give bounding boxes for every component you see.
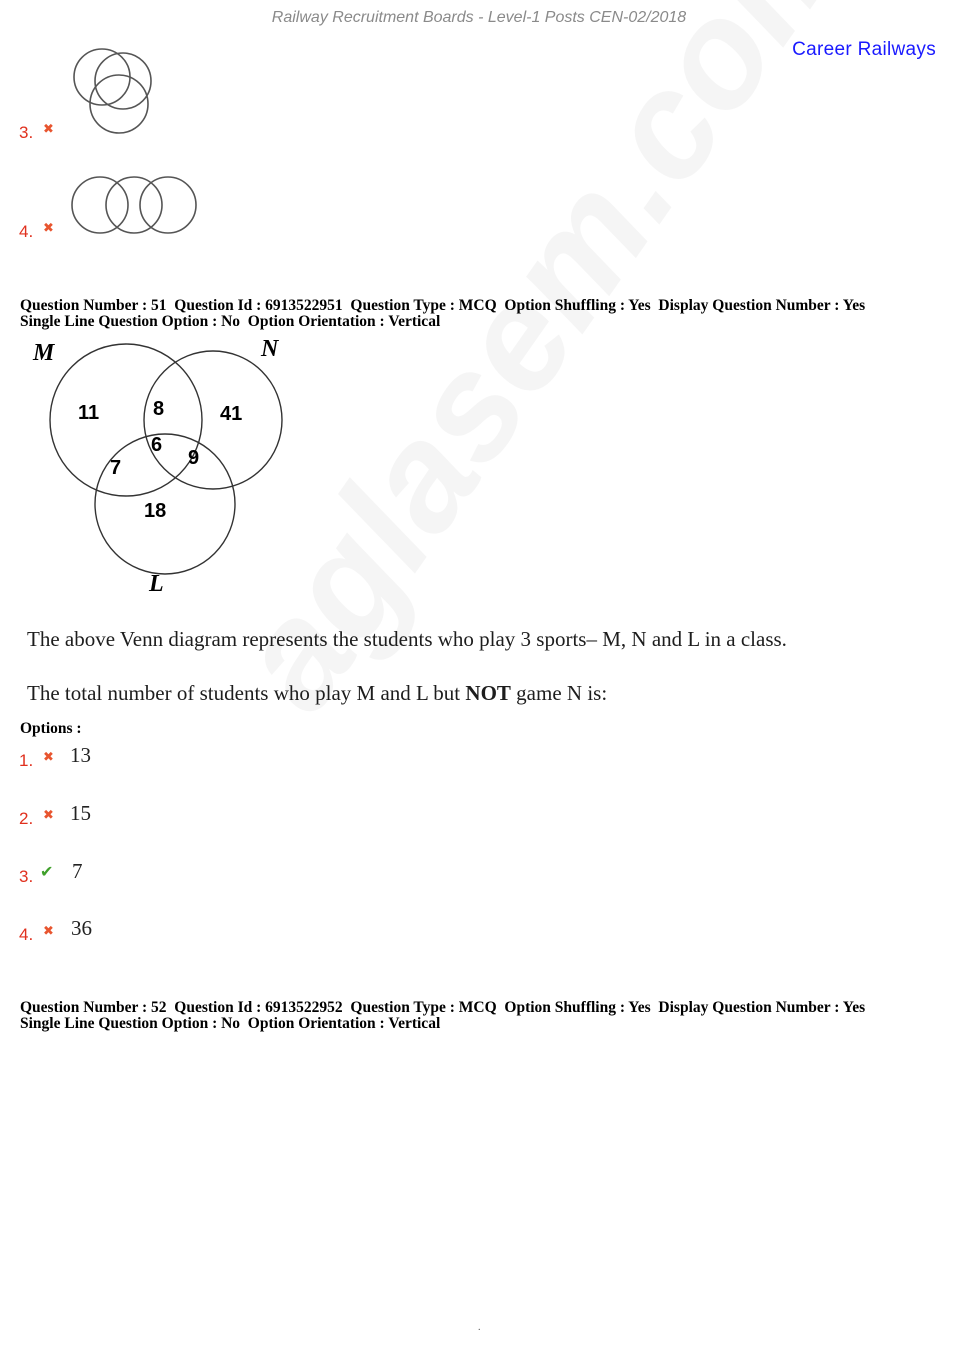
circle-n [144, 351, 282, 489]
prev-option-4-number: 4. [19, 222, 34, 241]
venn-value-l-only: 18 [144, 500, 167, 522]
wrong-mark-icon: ✖ [43, 924, 54, 939]
footer-mark: . [478, 1322, 481, 1333]
option-1-text: 13 [70, 743, 91, 767]
venn-value-m-n-l: 6 [151, 434, 163, 456]
option-2-number: 2. [19, 809, 34, 828]
prev-option-3-number: 3. [19, 123, 34, 142]
option-3-text: 7 [72, 859, 83, 883]
question-51-text-line-2: The total number of students who play M and L but NOT game N is: [27, 681, 608, 705]
wrong-mark-icon: ✖ [43, 122, 54, 137]
venn-value-m-l: 7 [110, 457, 122, 479]
venn-value-n-only: 41 [220, 403, 243, 425]
venn-diagram [24, 336, 314, 601]
venn-option-3-image [66, 46, 176, 138]
wrong-mark-icon: ✖ [43, 221, 54, 236]
question-51-meta-line-1: Question Number : 51 Question Id : 6913522951 Question Type : MCQ Option Shuffling : Yes Display Question Number : Yes [20, 297, 866, 314]
option-3-number: 3. [19, 867, 34, 886]
question-52-meta-line-2: Single Line Question Option : No Option Orientation : Vertical [20, 1015, 441, 1032]
brand-label: Career Railways [792, 39, 936, 60]
question-52-meta-line-1: Question Number : 52 Question Id : 6913522952 Question Type : MCQ Option Shuffling : Yes Display Question Number : Yes [20, 999, 866, 1016]
venn-option-4-image [68, 174, 202, 238]
venn-value-m-only: 11 [78, 402, 100, 424]
circle-m [50, 344, 202, 496]
wrong-mark-icon: ✖ [43, 750, 54, 765]
correct-check-icon: ✔ [40, 862, 54, 881]
option-2-text: 15 [70, 801, 91, 825]
circle-top-right [95, 53, 151, 109]
emphasis-not: NOT [465, 681, 511, 705]
circle-right [140, 177, 196, 233]
option-4-number: 4. [19, 925, 34, 944]
venn-label-m: M [33, 340, 55, 366]
venn-value-m-n: 8 [153, 398, 165, 420]
circle-middle [106, 177, 162, 233]
page-header: Railway Recruitment Boards - Level-1 Posts CEN-02/2018 [271, 9, 687, 26]
venn-label-l: L [149, 571, 164, 597]
wrong-mark-icon: ✖ [43, 808, 54, 823]
circle-left [72, 177, 128, 233]
venn-value-n-l: 9 [188, 447, 200, 469]
option-1-number: 1. [19, 751, 34, 770]
question-51-text-line-1: The above Venn diagram represents the students who play 3 sports– M, N and L in a class. [27, 627, 787, 651]
question-51-meta-line-2: Single Line Question Option : No Option Orientation : Vertical [20, 313, 441, 330]
options-label: Options : [20, 720, 82, 737]
option-4-text: 36 [71, 916, 92, 940]
venn-label-n: N [261, 336, 279, 362]
circle-top-left [74, 49, 130, 105]
